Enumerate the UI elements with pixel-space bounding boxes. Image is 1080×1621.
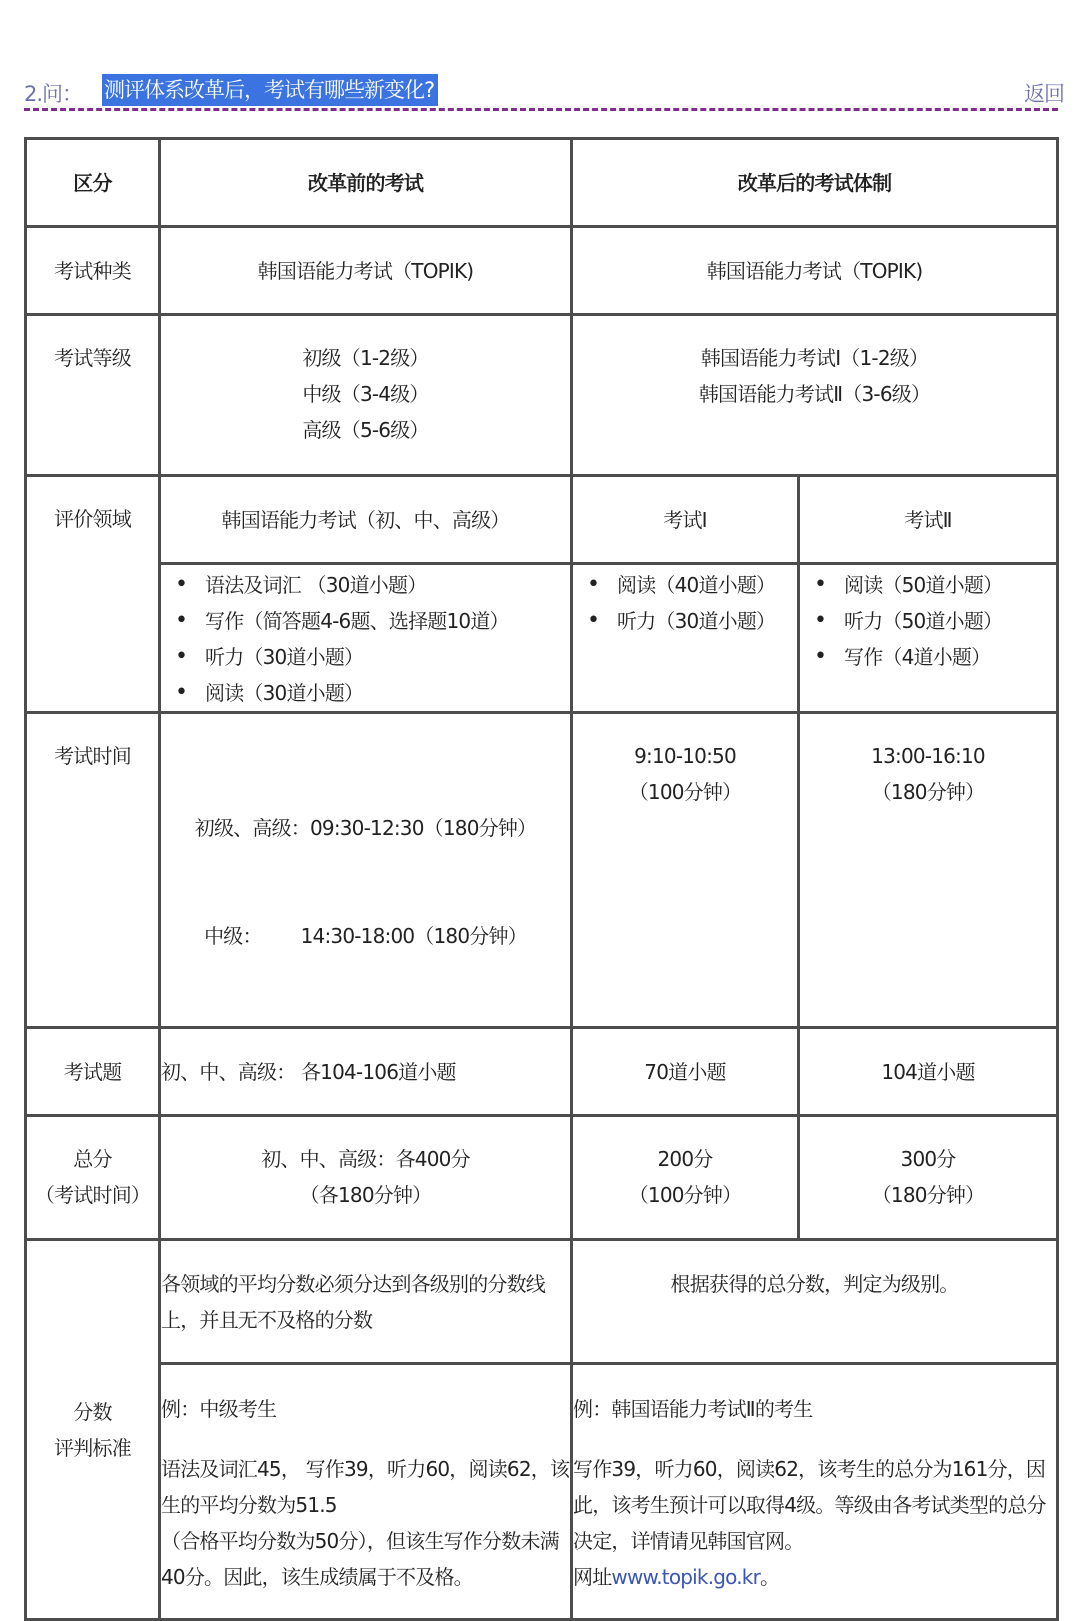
row-label: [26, 1116, 160, 1240]
question-heading: [24, 74, 1064, 108]
cell-before-items: [160, 564, 572, 713]
list-item: • 语法及词汇 （30道小题）: [175, 567, 570, 603]
time-line: 中级： 14:30-18:00（180分钟）: [204, 924, 527, 948]
example-body: （合格平均分数为50分），但该生写作分数未满40分。因此，该生成绩属于不及格。: [161, 1529, 559, 1589]
level-line: 高级（5-6级）: [302, 418, 429, 442]
row-label: 考试等级: [26, 315, 160, 476]
comparison-table: [24, 137, 1059, 1621]
header-after: 改革后的考试体制: [572, 139, 1058, 227]
list-item: • 听力（50道小题）: [814, 603, 1056, 639]
list-item: • 阅读（40道小题）: [587, 567, 797, 603]
time-line: 初级、高级：09:30-12:30（180分钟）: [194, 816, 537, 840]
level-line: 韩国语能力考试Ⅰ（1-2级）: [700, 346, 929, 370]
level-line: 韩国语能力考试Ⅱ（3-6级）: [698, 382, 931, 406]
score-line: （180分钟）: [871, 1183, 985, 1207]
website-suffix: 。: [760, 1565, 780, 1589]
row-total-score: [26, 1116, 1058, 1240]
back-link[interactable]: 返回: [1024, 82, 1064, 106]
cell-test2: 104道小题: [799, 1028, 1058, 1116]
cell-before: [160, 315, 572, 476]
cell-before: [160, 1116, 572, 1240]
row-label: 评价领域: [26, 476, 160, 713]
label-line: 总分: [73, 1147, 112, 1171]
row-criteria-rule: [26, 1240, 1058, 1364]
list-item: • 听力（30道小题）: [587, 603, 797, 639]
cell-before: [160, 713, 572, 1028]
cell-before: 韩国语能力考试（TOPIK): [160, 227, 572, 315]
time-line: （180分钟）: [871, 780, 985, 804]
cell-after: [572, 315, 1058, 476]
score-line: （100分钟）: [628, 1183, 742, 1207]
question-title-selected[interactable]: 测评体系改革后，考试有哪些新变化?: [102, 74, 438, 106]
cell-before-title: 韩国语能力考试（初、中、高级）: [160, 476, 572, 564]
level-line: 中级（3-4级）: [302, 382, 429, 406]
cell-after-rule: 根据获得的总分数，判定为级别。: [572, 1240, 1058, 1364]
row-question-count: [26, 1028, 1058, 1116]
label-line: 评判标准: [54, 1435, 131, 1460]
time-line: 9:10-10:50: [634, 744, 736, 768]
cell-test1-items: [572, 564, 799, 713]
cell-before-example: [160, 1364, 572, 1620]
score-line: 200分: [657, 1147, 713, 1171]
cell-before: 初、中、高级： 各104-106道小题: [160, 1028, 572, 1116]
header-before: 改革前的考试: [160, 139, 572, 227]
cell-before-rule: 各领域的平均分数必须分达到各级别的分数线上，并且无不及格的分数: [160, 1240, 572, 1364]
cell-test1-title: 考试Ⅰ: [572, 476, 799, 564]
cell-after: 韩国语能力考试（TOPIK): [572, 227, 1058, 315]
row-label: 考试时间: [26, 713, 160, 1028]
label-line: （考试时间）: [34, 1183, 151, 1207]
question-number: 2.问：: [24, 82, 83, 106]
list-item: • 写作（简答题4-6题、选择题10道）: [175, 603, 570, 639]
time-line: 13:00-16:10: [871, 744, 985, 768]
example-title: 例：中级考生: [161, 1397, 277, 1421]
row-eval-area-titles: [26, 476, 1058, 564]
cell-test1: 70道小题: [572, 1028, 799, 1116]
cell-test2: [799, 713, 1058, 1028]
row-label: [26, 1240, 160, 1620]
row-eval-area-items: [26, 564, 1058, 713]
list-item: • 阅读（50道小题）: [814, 567, 1056, 603]
time-line: （100分钟）: [628, 780, 742, 804]
cell-test1: [572, 1116, 799, 1240]
cell-test2: [799, 1116, 1058, 1240]
example-body: 语法及词汇45， 写作39，听力60，阅读62，该生的平均分数为51.5: [161, 1457, 570, 1517]
header-category: 区分: [26, 139, 160, 227]
row-criteria-example: [26, 1364, 1058, 1620]
topik-website-link[interactable]: www.topik.go.kr: [611, 1565, 761, 1589]
score-line: 初、中、高级：各400分: [261, 1147, 470, 1171]
row-exam-type: [26, 227, 1058, 315]
score-line: 300分: [900, 1147, 956, 1171]
row-label: 考试题: [26, 1028, 160, 1116]
header-row: [26, 139, 1058, 227]
example-body: 写作39，听力60，阅读62，该考生的总分为161分，因此，该考生预计可以取得4级。等级由各考试类型的总分决定，详情请见韩国官网。: [573, 1457, 1046, 1553]
website-label: 网址: [573, 1565, 612, 1589]
row-label: 考试种类: [26, 227, 160, 315]
cell-test2-items: [799, 564, 1058, 713]
level-line: 初级（1-2级）: [302, 346, 429, 370]
cell-after-example: [572, 1364, 1058, 1620]
website-line: [573, 1559, 1056, 1595]
score-line: （各180分钟）: [299, 1183, 432, 1207]
dashed-divider: [24, 108, 1058, 111]
row-exam-time: [26, 713, 1058, 1028]
cell-test1: [572, 713, 799, 1028]
list-item: • 听力（30道小题）: [175, 639, 570, 675]
list-item: • 写作（4道小题）: [814, 639, 1056, 675]
row-exam-level: [26, 315, 1058, 476]
cell-test2-title: 考试Ⅱ: [799, 476, 1058, 564]
label-line: 分数: [73, 1399, 112, 1424]
example-title: 例：韩国语能力考试Ⅱ的考生: [573, 1397, 813, 1421]
list-item: • 阅读（30道小题）: [175, 675, 570, 711]
